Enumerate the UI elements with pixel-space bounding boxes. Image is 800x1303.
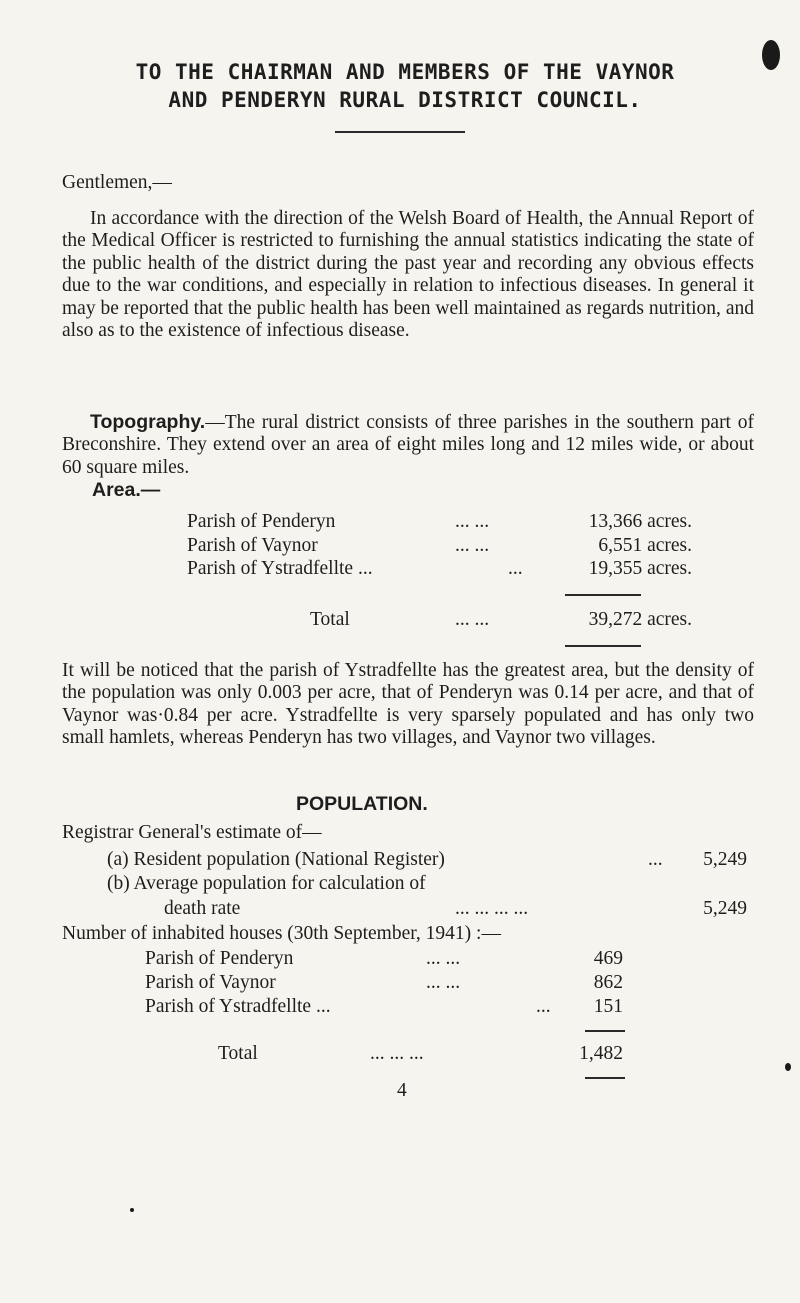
area-row <box>187 535 318 557</box>
houses-row-value: 151 <box>593 996 623 1017</box>
area-row-label: Parish of Penderyn <box>187 511 336 532</box>
area-row-dots: ... <box>508 558 523 579</box>
area-total-label: Total <box>310 609 350 630</box>
houses-total-dots: ... ... ... <box>370 1043 424 1064</box>
ink-speck <box>130 1208 134 1212</box>
houses-total-label: Total <box>218 1043 258 1064</box>
houses-row-label: Parish of Ystradfellte ... <box>145 996 331 1017</box>
intro-paragraph <box>62 208 754 342</box>
average-population-label: (b) Average population for calculation of <box>107 873 426 894</box>
area-heading: Area.— <box>92 479 161 501</box>
salutation: Gentlemen,— <box>62 172 172 193</box>
topography-paragraph <box>62 411 754 479</box>
average-population-label-cont: death rate <box>164 898 241 919</box>
area-row-dots: ... ... <box>455 511 490 532</box>
houses-subtotal-rule <box>585 1030 625 1032</box>
area-total-value: 39,272 acres. <box>588 609 692 630</box>
page-number: 4 <box>397 1080 407 1101</box>
address-line-1: TO THE CHAIRMAN AND MEMBERS OF THE VAYNOR <box>135 60 675 84</box>
houses-row <box>145 996 331 1018</box>
resident-population-value: 5,249 <box>703 849 747 870</box>
houses-total-rule <box>585 1077 625 1079</box>
houses-row-dots: ... ... <box>426 948 461 969</box>
houses-row-value: 469 <box>593 948 623 969</box>
houses-row-dots: ... ... <box>426 972 461 993</box>
area-subtotal-rule <box>565 594 641 596</box>
ink-speck <box>785 1063 791 1071</box>
topography-heading: Topography. <box>90 411 206 433</box>
address-line-2: AND PENDERYN RURAL DISTRICT COUNCIL. <box>168 88 642 112</box>
houses-row-label: Parish of Penderyn <box>145 948 294 969</box>
area-row-value: 6,551 acres. <box>598 535 692 556</box>
area-row <box>187 511 335 533</box>
area-row <box>187 558 373 580</box>
houses-row-value: 862 <box>593 972 623 993</box>
area-total-dots: ... ... <box>455 609 490 630</box>
estimate-intro: Registrar General's estimate of— <box>62 822 322 843</box>
population-heading: POPULATION. <box>296 793 428 815</box>
resident-population-dots: ... <box>648 849 663 870</box>
ink-blot <box>762 40 780 70</box>
intro-text: In accordance with the direction of the Welsh Board of Health, the Annual Report of the Medical Officer is restricted to furnishing the annual statistics indicating the state of the public health of the district during the past year and recording any obvious effects due to the war conditions, and especially in relation to infectious diseases. In general it may be reported that the public health has been well maintained as regards nutrition, and also as to the existence of infectious disease. <box>62 208 754 342</box>
area-row-value: 13,366 acres. <box>588 511 692 532</box>
area-row-label: Parish of Vaynor <box>187 535 318 556</box>
houses-row <box>145 972 276 994</box>
houses-intro: Number of inhabited houses (30th September, 1941) :— <box>62 923 501 944</box>
area-row-dots: ... ... <box>455 535 490 556</box>
topography-text: —The rural district consists of three parishes in the southern part of Breconshire. They extend over an area of eight miles long and 12 miles wide, or about 60 square miles. <box>62 412 754 478</box>
area-row-value: 19,355 acres. <box>588 558 692 579</box>
houses-total-value: 1,482 <box>579 1043 623 1064</box>
area-row-label: Parish of Ystradfellte ... <box>187 558 373 579</box>
area-total-rule <box>565 645 641 647</box>
houses-row-dots: ... <box>536 996 551 1017</box>
density-text: It will be noticed that the parish of Ystradfellte has the greatest area, but the density of the population was only 0.003 per acre, that of Penderyn was 0.14 per acre, and that of Vaynor was·0.84 per acre. Ystradfellte is very sparsely populated and has only two small hamlets, whereas Penderyn has two villages, and Vaynor two villages. <box>62 660 754 749</box>
header-rule <box>335 131 465 133</box>
houses-row <box>145 948 293 970</box>
houses-row-label: Parish of Vaynor <box>145 972 276 993</box>
average-population-value: 5,249 <box>703 898 747 919</box>
average-population-dots: ... ... ... ... <box>455 898 529 919</box>
density-paragraph <box>62 660 754 750</box>
resident-population-label: (a) Resident population (National Register) <box>107 849 445 870</box>
